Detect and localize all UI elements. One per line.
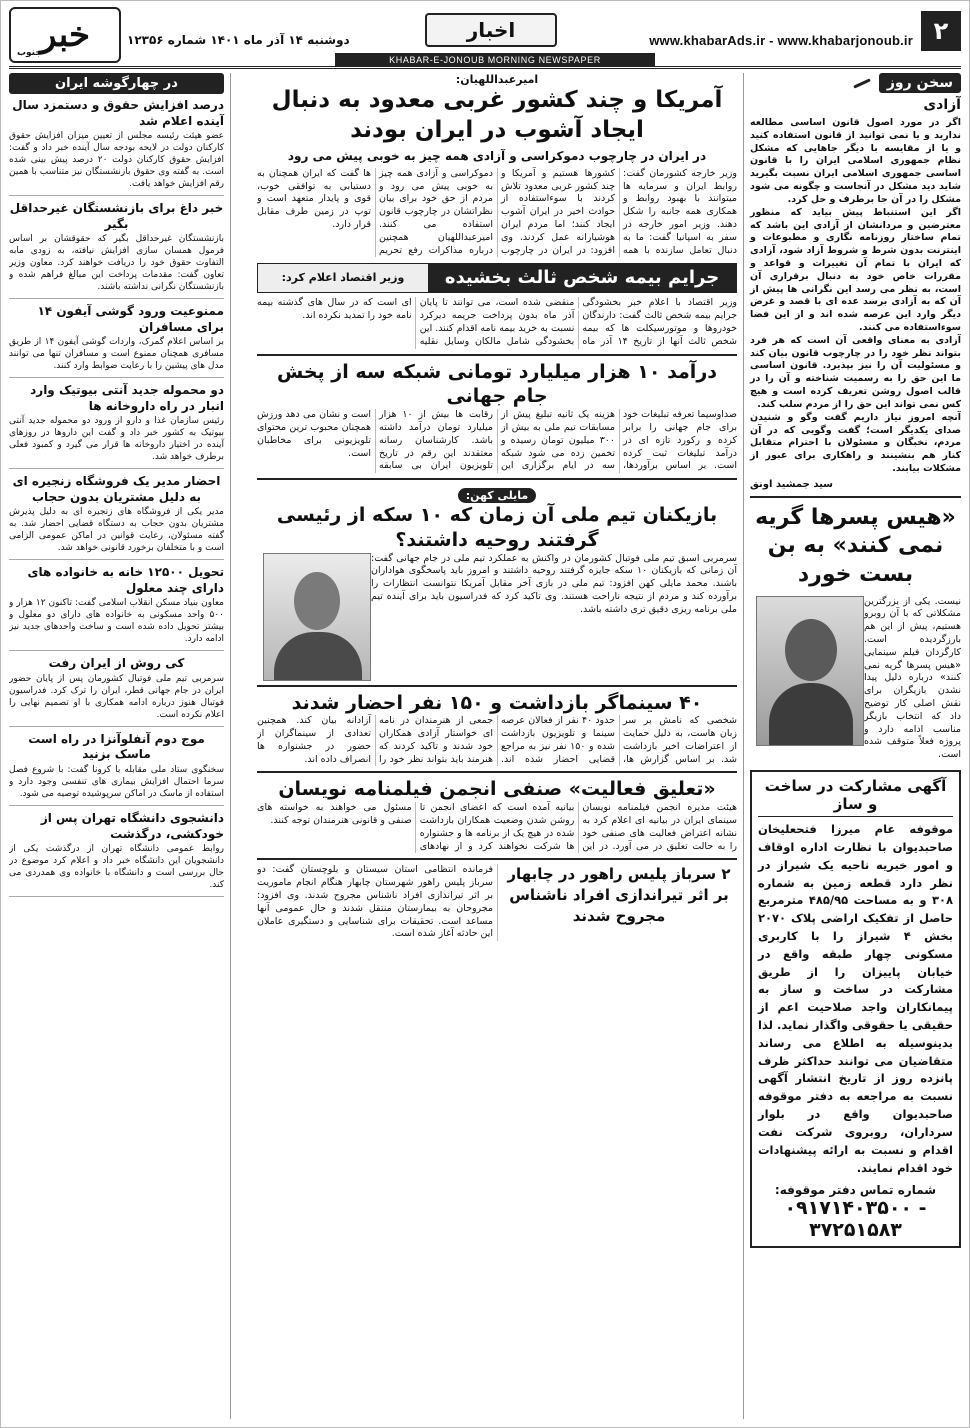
lead-headline: آمریکا و چند کشور غربی معدود به دنبال ایجاد آشوب در ایران بودند (271, 87, 723, 143)
football-body: سرمربی اسبق تیم ملی فوتبال کشورمان در واکنش به عملکرد تیم ملی در جام جهانی گفت: آن زمانی که بازیکنان ۱۰ سکه جایزه گرفتند روحیه داشتند و امروز باید پاسخگوی هواداران باشند. محمد مایلی کهن افزود: تیم ملی در بازی آخر مقابل آمریکا نتوانست انتظارات را برآورده کند و مردم از نتیجه ناراحت هستند. وی تاکید کرد که فدراسیون باید برای آینده تیم ملی برنامه ریزی دقیق تری داشته باشد. (371, 552, 737, 615)
news-text: عضو هیئت رئیسه مجلس از تعیین میزان افزایش حقوق کارکنان دولت در لایحه بودجه سال آینده خبر داد و گفت: افزایش حقوق کارکنان دولت ۲۰ درصد پیش بینی شده است. به گفته وی حقوق بازنشستگان نیز متناسب با همین رقم افزایش خواهد یافت. (9, 131, 224, 190)
coach-photo (263, 553, 371, 681)
news-headline: تحویل ۱۲۵۰۰ خانه به خانواده های دارای چند معلول (27, 565, 224, 595)
feature-text: نیست. یکی از بزرگترین مشکلاتی که با آن روبرو هستیم، پیش از این هم بارزگردیده است. کارگردان فیلم سینمایی «هیس پسرها گریه نمی کنند» درباره دلیل پیدا نشدن بازیگران برای نقش اصلی کار توضیح داد که انتخاب بازیگر مناسب ادامه دارد و پروژه فعلاً متوقف شده است. (864, 595, 961, 761)
news-item (9, 201, 224, 299)
news-item (9, 732, 224, 806)
insurance-banner (257, 263, 737, 317)
news-headline: موج دوم آنفلوآنزا در راه است ماسک بزنید (28, 731, 205, 762)
football-kicker-wrap (257, 484, 737, 503)
issue-date-line: دوشنبه ۱۴ آذر ماه ۱۴۰۱ شماره ۱۲۳۵۶ (127, 33, 350, 47)
news-item (9, 656, 224, 726)
news-headline: دو محموله جدید آنتی بیوتیک وارد انبار در راه داروخانه ها (30, 383, 224, 413)
cinema-body: شخصی که نامش بر سر زبان هاست، به دلیل حمایت از اعتراضات اخیر بازداشت شد. بر اساس گزارش ها، حدود ۴۰ نفر از فعالان عرصه سینما و تلویزیون بازداشت شده و ۱۵۰ نفر نیز به مراجع قضایی احضار شده اند. جمعی از هنرمندان در نامه ای خواستار آزادی همکاران خود شدند و تاکید کردند که هنرمند باید بتواند نظر خود را آزادانه بیان کند. همچنین تعدادی از سینماگران از حضور در جشنواره ها انصراف داده اند. (257, 715, 737, 765)
lead-body: وزیر خارجه کشورمان گفت: روابط ایران و سرمایه ها میتوانند با بهبود روابط و همکاری همه جانبه را شکل دهند. وزیر امور خارجه در سفر به اسپانیا گفت: ما به دنبال تعامل سازنده با همه کشورها هستیم و آمریکا و چند کشور غربی معدود تلاش کردند با سوءاستفاده از حوادث اخیر در ایران آشوب ایجاد کنند؛ اما مردم ایران هوشیارانه عمل کردند. وی افزود: در ایران در چارچوب دموکراسی و آزادی همه چیز به خوبی پیش می رود و مردم از حق خود برای بیان نظراتشان در چارچوب قانون استفاده می کنند. امیرعبداللهیان همچنین درباره مذاکرات رفع تحریم ها گفت که ایران همچنان به دستیابی به توافقی خوب، قوی و پایدار متعهد است و توپ در زمین طرف مقابل قرار دارد. (257, 167, 737, 256)
lead-deck: در ایران در چارچوب دموکراسی و آزادی همه چیز به خوبی پیش می رود (287, 148, 707, 163)
construction-ad (750, 770, 961, 1248)
news-headline: خبر داغ برای بازنشستگان غیرحداقل بگیر (9, 201, 224, 231)
guild-headline: «تعلیق فعالیت» صنفی انجمن فیلمنامه نویسان (278, 778, 716, 801)
ad-phone-label: شماره تماس دفتر موقوفه: (774, 1183, 937, 1198)
news-text: مدیر یکی از فروشگاه های زنجیره ای به دلیل پذیرش مشتریان بدون حجاب به دستگاه قضایی احضار شد. به گفته مسئولان، رعایت قوانین در اماکن عمومی الزامی است و با متخلفان برخورد قانونی خواهد شد. (9, 507, 224, 554)
cinema-story (257, 685, 737, 767)
newspaper-logo (9, 7, 121, 63)
lead-kicker: امیرعبداللهیان: (455, 73, 539, 86)
site-url[interactable]: www.khabarAds.ir - www.khabarjonoub.ir (649, 33, 913, 48)
worldcup-headline: درآمد ۱۰ هزار میلیارد تومانی شبکه سه از پخش جام جهانی (276, 360, 718, 408)
football-story (257, 478, 737, 616)
feature-headline: «هیس پسرها گریه نمی کنند» به بن بست خورد (755, 504, 956, 587)
news-text: سخنگوی ستاد ملی مقابله با کرونا گفت: با شروع فصل سرما احتمال افزایش بیماری های تنفسی وجود دارد و استفاده از ماسک در اماکن سرپوشیده توصیه می شود. (9, 765, 224, 799)
police-headline: ۲ سرباز پلیس راهور در چابهار بر اثر تیراندازی افراد ناشناس مجروح شدند (507, 865, 731, 926)
police-story (257, 858, 737, 941)
ad-title: آگهی مشارکت در ساخت و ساز (758, 777, 953, 817)
worldcup-body: صداوسیما تعرفه تبلیغات خود برای جام جهانی را برابر کرده و رکورد تازه ای در درآمد تبلیغات ثبت کرده است. بر اساس برآوردها، هزینه یک ثانیه تبلیغ پیش از مسابقات تیم ملی به بیش از ۳۰۰ میلیون تومان رسیده و تخمین زده می شود شبکه سه در ایام برگزاری این رقابت ها بیش از ۱۰ هزار میلیارد تومان درآمد داشته باشد. کارشناسان رسانه معتقدند این رقم در تاریخ تلویزیون ایران بی سابقه است و نشان می دهد ورزش همچنان محبوب ترین محتوای تلویزیونی برای مخاطبان است. (257, 409, 737, 472)
left-column-banner: در چهارگوشه ایران (9, 73, 224, 94)
ad-text: موقوفه عام میرزا فتحعلیخان صاحبدیوان با نظارت اداره اوقاف و امور خیریه ناحیه یک شیراز در نظر دارد قطعه زمین به شماره ۳۰۸ و به مساحت ۴۸۵/۹۵ مترمربع حاصل از تفکیک اراضی پلاک ۲۰۷۰ بخش ۴ شیراز را با کاربری مسکونی چهار طبقه واقع در خیابان پاییزان را از طریق مشارکت در ساخت و ساز به پیمانکاران واجد صلاحیت اعم از حقیقی یا حقوقی واگذار نماید. لذا بدینوسیله به اطلاع می رساند متقاضیان می توانند حداکثر ظرف پانزده روز از تاریخ انتشار آگهی نسبت به مراجعه به دفتر موقوفه صاحبدیوان واقع در بلوار سرداران، روبروی شرکت نفت اقدام و نسبت به ارائه پیشنهادات خود اقدام نمایند. (758, 822, 954, 1175)
news-text: روابط عمومی دانشگاه تهران از درگذشت یکی از دانشجویان این دانشگاه خبر داد و اعلام کرد موضوع در حال بررسی است و دانشگاه با خانواده وی همدردی می کند. (9, 844, 224, 890)
news-headline: کی روش از ایران رفت (48, 656, 185, 671)
news-item (9, 474, 224, 560)
editorial-author: سید جمشید اونق (750, 478, 834, 490)
director-portrait-photo (756, 596, 864, 746)
news-item (9, 383, 224, 469)
news-item (9, 565, 224, 651)
center-column (257, 73, 737, 1419)
editorial-paragraph: اگر این استنباط پیش بیاید که منظور معترضین و مردانشان از آزادی این باشد که تمام ساختار روزنامه نگاری و مطبوعات و اینترنت بدون شرط و شروط آزاد شود، آزادی که ایران با تمام آن تغییرات و قواعد و مقررات خاص خود به دنبال برقراری آن است، به نظر می رسد این نگرانی ها پیش از آن که به آزادی برسد عده ای با قصد و غرض دیگر وارد این عرصه شده اند و از این فضا سوءاستفاده می کنند. (750, 206, 961, 333)
section-title: اخبار (425, 13, 557, 47)
editorial-paragraph: اگر در مورد اصول قانون اساسی مطالعه ندارید و یا نمی توانید از قانون استفاده کنید و یا از مقایسه با دیگر جاهایی که مشکل نظام جمهوری اسلامی ایران را با قانون اساسی جمهوری اسلامی ایران نسبت بگیرید شاید دید مشکل در آنجاست و چگونه می شود مشکل را در آن جا برطرف و حل کرد. (750, 117, 961, 205)
editorial-title: آزادی (923, 97, 961, 113)
news-text: سرمربی تیم ملی فوتبال کشورمان پس از پایان حضور ایران در جام جهانی قطر، ایران را ترک کرد. فدراسیون فوتبال هنوز درباره ادامه همکاری با او تصمیم نهایی را اعلام نکرده است. (9, 673, 224, 720)
pen-icon (851, 75, 873, 91)
football-headline: بازیکنان تیم ملی آن زمان که ۱۰ سکه از رئیسی گرفتند روحیه داشتند؟ (276, 504, 718, 551)
cinema-headline: ۴۰ سینماگر بازداشت و ۱۵۰ نفر احضار شدند (291, 691, 703, 714)
guild-story (257, 771, 737, 853)
insurance-body: وزیر اقتصاد با اعلام خبر بخشودگی جرایم بیمه شخص ثالث گفت: دارندگان خودروها و موتورسیکلت ها که بیمه شخص ثالث آنها از تاریخ ۱۴ آذر ماه منقضی شده است، می توانند تا پایان آذر ماه بدون پرداخت جریمه دیرکرد نسبت به خرید بیمه نامه اقدام کنند. این بخشودگی شامل مالکان وسایل نقلیه ای است که در سال های گذشته بیمه نامه خود را تمدید نکرده اند. (257, 297, 737, 347)
divider (750, 496, 961, 498)
football-kicker: مایلی کهن: (458, 488, 536, 503)
news-headline: احضار مدیر یک فروشگاه زنجیره ای به دلیل مشتریان بدون حجاب (12, 474, 221, 504)
left-column (9, 73, 231, 1419)
insurance-kicker: وزیر اقتصاد اعلام کرد: (258, 264, 428, 292)
police-columns (257, 864, 737, 941)
page-number: ۲ (921, 11, 961, 51)
editorial-paragraph: آنچه امروز نیاز داریم گفت وگو و شنیدن صدای یکدیگر است؛ گفت وگویی که در آن مردم، نخبگان و مسئولان با احترام متقابل کنار هم بنشینند و راهکاری برای عبور از مشکلات بیابند. (750, 411, 961, 474)
news-text: معاون بنیاد مسکن انقلاب اسلامی گفت: تاکنون ۱۲ هزار و ۵۰۰ واحد مسکونی به خانواده های دارای دو معلول و بیشتر تحویل داده شده است و ساخت واحدهای جدید نیز ادامه دارد. (9, 598, 224, 645)
news-headline: دانشجوی دانشگاه تهران پس از خودکشی، درگذشت (40, 810, 224, 841)
worldcup-story (257, 354, 737, 473)
editorial-label-bar (750, 73, 961, 93)
news-text: بازنشستگان غیرحداقل بگیر که حقوقشان بر اساس فرمول همسان سازی افزایش نیافته، به زودی مابه التفاوت حقوق خود را دریافت خواهند کرد. معاون وزیر تعاون گفت: مقدمات پرداخت این مبالغ فراهم شده و بازنشستگان نگرانی نداشته باشند. (9, 234, 224, 293)
guild-body: هیئت مدیره انجمن فیلمنامه نویسان سینمای ایران در بیانیه ای اعلام کرد به نشانه اعتراض فعالیت های صنفی خود را به حالت تعلیق در می آورد. در این بیانیه آمده است که اعضای انجمن تا روشن شدن وضعیت همکاران بازداشت شده در هیچ یک از برنامه ها و جشنواره ها شرکت نخواهند کرد و از نهادهای مسئول می خواهند به خواسته های صنفی و قانونی هنرمندان توجه کنند. (257, 802, 737, 852)
news-headline: درصد افزایش حقوق و دستمزد سال آینده اعلام شد (12, 98, 224, 128)
ad-phone[interactable]: ۰۹۱۷۱۴۰۳۵۰۰ - ۳۷۲۵۱۵۸۳ (784, 1197, 927, 1242)
news-text: بر اساس اعلام گمرک، واردات گوشی آیفون ۱۴ از طریق مسافری همچنان ممنوع است و مسافران تنها می توانند مدل های پیشین را با رعایت ضوابط وارد کنند. (9, 337, 224, 372)
news-item (9, 811, 224, 897)
news-text: رئیس سازمان غذا و دارو از ورود دو محموله جدید آنتی بیوتیک به کشور خبر داد و گفت این داروها در روزهای آینده در اختیار داروخانه ها قرار می گیرد و کمبود فعلی برطرف خواهد شد. (9, 416, 224, 463)
right-column (743, 73, 961, 1419)
police-body: فرمانده انتظامی استان سیستان و بلوچستان گفت: دو سرباز پلیس راهور شهرستان چابهار هنگام انجام ماموریت بر اثر تیراندازی افراد ناشناس مجروح شدند. وی افزود: مجروحان به بیمارستان منتقل شدند و حال عمومی آنها مساعد است. تحقیقات برای شناسایی و دستگیری عاملان این حادثه آغاز شده است. (257, 864, 493, 940)
masthead (9, 7, 961, 69)
column-label: سخن روز (879, 73, 961, 93)
news-headline: ممنوعیت ورود گوشی آیفون ۱۴ برای مسافران (37, 304, 224, 334)
news-item (9, 304, 224, 378)
insurance-headline: جرایم بیمه شخص ثالث بخشیده شد (428, 264, 736, 292)
news-item (9, 98, 224, 196)
logo-text: خبر (39, 15, 91, 55)
logo-subtext: جنوب (17, 48, 42, 58)
english-strip: KHABAR-E-JONOUB MORNING NEWSPAPER (335, 53, 655, 67)
editorial-paragraph: آزادی به معنای واقعی آن است که هر فرد بتواند نظر خود را در چارچوب قانون بیان کند و مسئولیت آن را نیز بپذیرد. قانون اساسی ما این حق را به رسمیت شناخته و آن را در قالب اصول روشن تعریف کرده است و هیچ کس نمی تواند این حق را از مردم سلب کند. (750, 334, 961, 410)
